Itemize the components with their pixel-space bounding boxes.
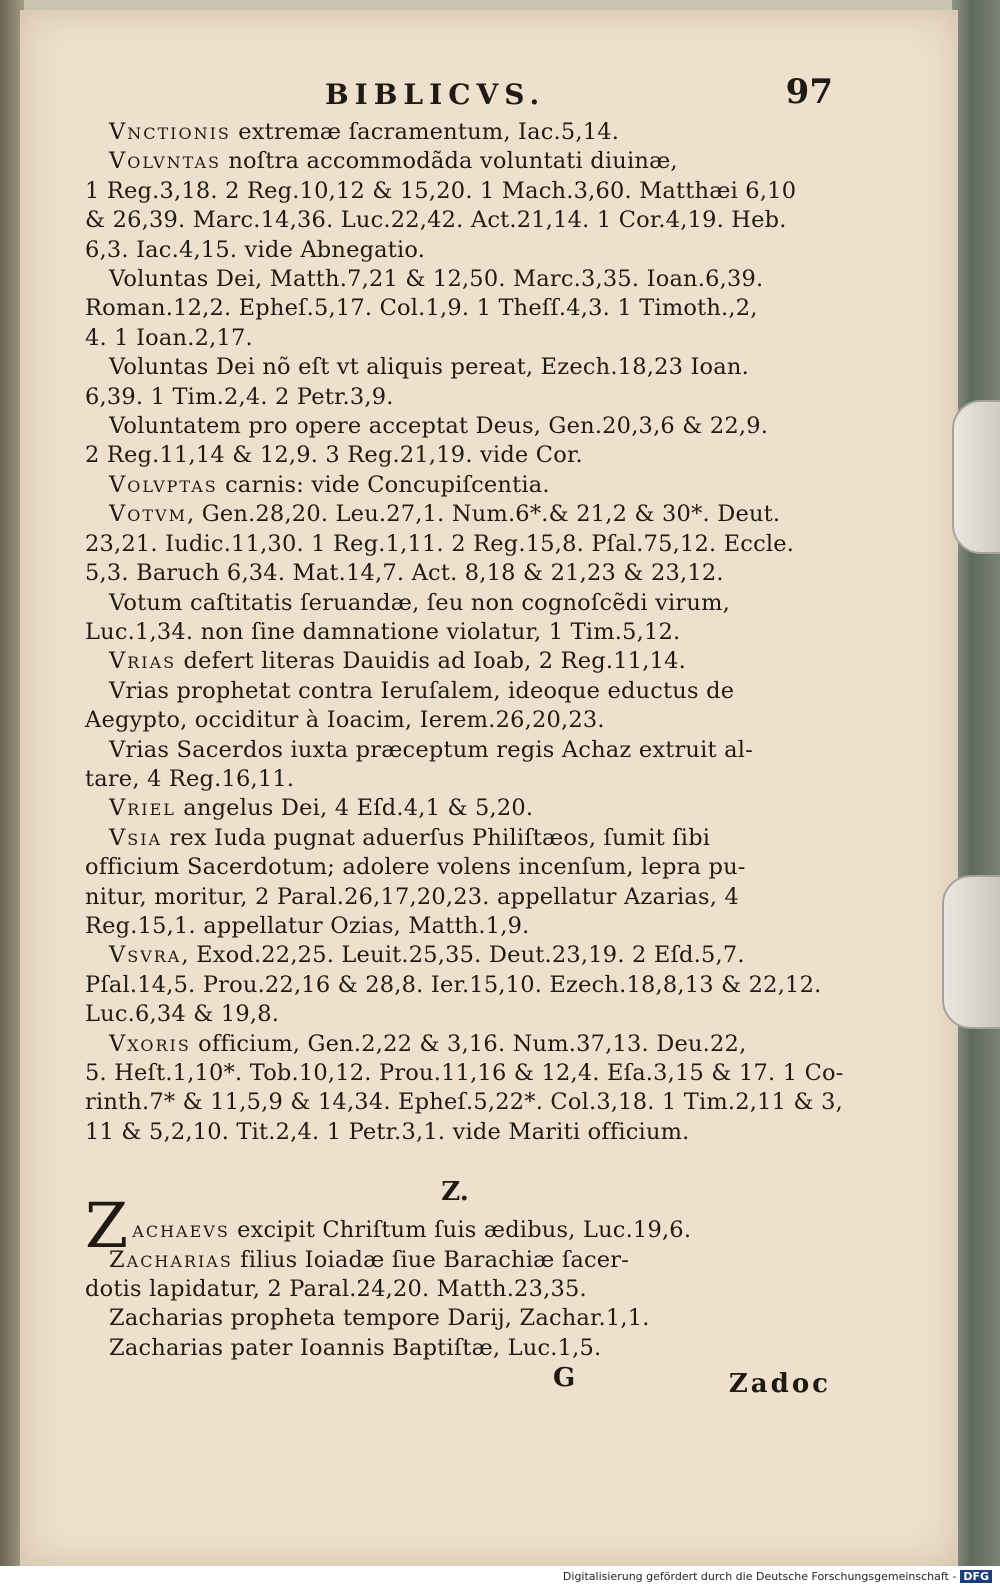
entry-text: Vrias Sacerdos iuxta præceptum regis Achaz extruit al- <box>109 736 753 763</box>
signature-mark: G <box>553 1363 576 1394</box>
running-title: BIBLICVS. <box>325 78 546 111</box>
entry-text: Roman.12,2. Epheſ.5,17. Col.1,9. 1 Theſſ.4,3. 1 Timoth.,2, <box>85 295 758 322</box>
dfg-logo: DFG <box>960 1570 992 1583</box>
entry-text: 5,3. Baruch 6,34. Mat.14,7. Act. 8,18 & 21,23 & 23,12. <box>85 560 724 587</box>
text-line <box>85 912 825 941</box>
text-line <box>85 941 825 970</box>
text-line <box>85 383 825 412</box>
text-line <box>85 1334 825 1363</box>
glass-weight-top <box>952 400 1000 554</box>
text-line <box>85 324 825 353</box>
text-line <box>85 294 825 323</box>
entry-text: & 26,39. Marc.14,36. Luc.22,42. Act.21,14. 1 Cor.4,19. Heb. <box>85 207 787 234</box>
entry-headword: Volvptas <box>109 471 218 498</box>
text-line <box>85 706 825 735</box>
section-letter: Z. <box>441 1177 469 1208</box>
text-line <box>85 412 825 441</box>
index-entries <box>85 118 844 1147</box>
entry-text: Voluntas Dei nõ eſt vt aliquis pereat, Ezech.18,23 Ioan. <box>109 354 749 381</box>
text-line <box>85 1059 844 1088</box>
entry-text: , Gen.28,20. Leu.27,1. Num.6*.& 21,2 & 30*. Deut. <box>186 501 781 528</box>
text-line <box>85 618 825 647</box>
text-line <box>85 118 825 147</box>
entry-text: 6,39. 1 Tim.2,4. 2 Petr.3,9. <box>85 383 394 410</box>
z-entries <box>85 1189 825 1363</box>
entry-text: 5. Heſt.1,10*. Tob.10,12. Prou.11,16 & 12,4. Eſa.3,15 & 17. 1 Co- <box>85 1060 844 1086</box>
entry-text: Luc.6,34 & 19,8. <box>85 1001 280 1028</box>
entry-text: Votum caſtitatis ſeruandæ, ſeu non cognoſcẽdi virum, <box>109 589 730 616</box>
text-line <box>85 883 825 912</box>
signature-line <box>85 1363 831 1400</box>
text-line <box>85 1275 825 1304</box>
text-line <box>85 236 825 265</box>
entry-text: 11 & 5,2,10. Tit.2,4. 1 Petr.3,1. vide Mariti officium. <box>85 1118 690 1145</box>
text-line <box>85 1118 825 1147</box>
text-line <box>85 794 825 823</box>
entry-text: Zacharias pater Ioannis Baptiſtæ, Luc.1,5. <box>109 1334 602 1361</box>
text-line <box>85 353 825 382</box>
text-line <box>85 971 825 1000</box>
text-line <box>85 765 825 794</box>
entry-headword: Vxoris <box>109 1030 191 1057</box>
entry-headword: Volvntas <box>109 148 221 175</box>
entry-text: nitur, moritur, 2 Paral.26,17,20,23. appellatur Azarias, 4 <box>85 883 740 910</box>
entry-text: noſtra accommodãda voluntati diuinæ, <box>220 148 678 175</box>
entry-text: Zacharias propheta tempore Darij, Zachar.1,1. <box>109 1305 650 1332</box>
entry-headword: Vsvra <box>109 942 182 969</box>
text-line <box>85 206 825 235</box>
text-line <box>85 736 825 765</box>
entry-text: angelus Dei, 4 Eſd.4,1 & 5,20. <box>175 795 534 822</box>
entry-text: Luc.1,34. non ſine damnatione violatur, 1 Tim.5,12. <box>85 618 681 645</box>
entry-headword: Zacharias <box>109 1246 233 1273</box>
page-text <box>85 72 844 1400</box>
entry-text: 4. 1 Ioan.2,17. <box>85 324 253 351</box>
text-line <box>85 677 825 706</box>
text-line <box>85 500 825 529</box>
entry-text: Voluntatem pro opere acceptat Deus, Gen.20,3,6 & 22,9. <box>109 413 769 440</box>
entry-text: officium Sacerdotum; adolere volens incenſum, lepra pu- <box>85 854 746 881</box>
entry-headword: achaevs <box>132 1217 230 1244</box>
entry-text: dotis lapidatur, 2 Paral.24,20. Matth.23,35. <box>85 1276 587 1303</box>
book-edge <box>952 0 1000 1566</box>
text-line <box>85 471 825 500</box>
footer-credit: Digitalisierung gefördert durch die Deutsche Forschungsgemeinschaft - <box>562 1570 957 1583</box>
entry-text: tare, 4 Reg.16,11. <box>85 765 295 792</box>
text-line <box>85 1304 825 1333</box>
entry-text: 6,3. Iac.4,15. vide Abnegatio. <box>85 236 426 263</box>
entry-headword: Vnctionis <box>109 119 231 145</box>
entry-headword: Vrias <box>109 648 177 675</box>
text-line <box>85 265 825 294</box>
entry-text: rinth.7* & 11,5,9 & 14,34. Epheſ.5,22*. Col.3,18. 1 Tim.2,11 & 3, <box>85 1089 843 1116</box>
entry-headword: Vsia <box>109 824 163 851</box>
catchword: Zadoc <box>728 1369 831 1400</box>
entry-text: 1 Reg.3,18. 2 Reg.10,12 & 15,20. 1 Mach.3,60. Matthæi 6,10 <box>85 177 797 204</box>
entry-text: Reg.15,1. appellatur Ozias, Matth.1,9. <box>85 912 530 939</box>
entry-text: 23,21. Iudic.11,30. 1 Reg.1,11. 2 Reg.15,8. Pſal.75,12. Eccle. <box>85 530 795 557</box>
text-line <box>85 824 825 853</box>
entry-text: officium, Gen.2,22 & 3,16. Num.37,13. Deu.22, <box>190 1030 747 1057</box>
entry-text: filius Ioiadæ ſiue Barachiæ ſacer- <box>232 1246 630 1273</box>
text-line <box>85 1030 825 1059</box>
text-line <box>85 853 825 882</box>
entry-text: defert literas Dauidis ad Ioab, 2 Reg.11,14. <box>176 648 687 675</box>
digitization-footer <box>0 1570 992 1583</box>
text-line <box>85 589 825 618</box>
glass-weight-bottom <box>942 875 1000 1029</box>
text-line <box>85 647 825 676</box>
text-line <box>85 441 825 470</box>
text-line <box>85 559 825 588</box>
entry-text: 2 Reg.11,14 & 12,9. 3 Reg.21,19. vide Cor. <box>85 442 583 469</box>
entry-text: excipit Chriſtum ſuis ædibus, Luc.19,6. <box>229 1217 692 1244</box>
running-header <box>85 72 833 118</box>
text-line <box>85 1000 825 1029</box>
entry-text: Voluntas Dei, Matth.7,21 & 12,50. Marc.3,35. Ioan.6,39. <box>109 266 764 293</box>
text-line <box>85 147 825 176</box>
entry-headword: Votvm <box>109 501 187 528</box>
text-line <box>85 530 825 559</box>
page-number: 97 <box>785 72 833 112</box>
entry-text: extremæ ſacramentum, Iac.5,14. <box>230 119 620 145</box>
entry-text: , Exod.22,25. Leuit.25,35. Deut.23,19. 2 Eſd.5,7. <box>181 942 745 969</box>
entry-headword: Vriel <box>109 795 176 822</box>
entry-text: rex Iuda pugnat aduerſus Philiſtæos, ſumit ſibi <box>162 824 711 851</box>
entry-text: Pſal.14,5. Prou.22,16 & 28,8. Ier.15,10. Ezech.18,8,13 & 22,12. <box>85 971 822 998</box>
drop-initial: Z <box>85 1189 129 1263</box>
entry-text: Aegypto, occiditur à Ioacim, Ierem.26,20,23. <box>85 707 605 734</box>
entry-text: carnis: vide Concupiſcentia. <box>217 471 550 498</box>
text-line <box>85 177 825 206</box>
entry-text: Vrias prophetat contra Ieruſalem, ideoque eductus de <box>109 677 735 704</box>
text-line <box>85 1246 825 1275</box>
text-line <box>85 1088 843 1117</box>
